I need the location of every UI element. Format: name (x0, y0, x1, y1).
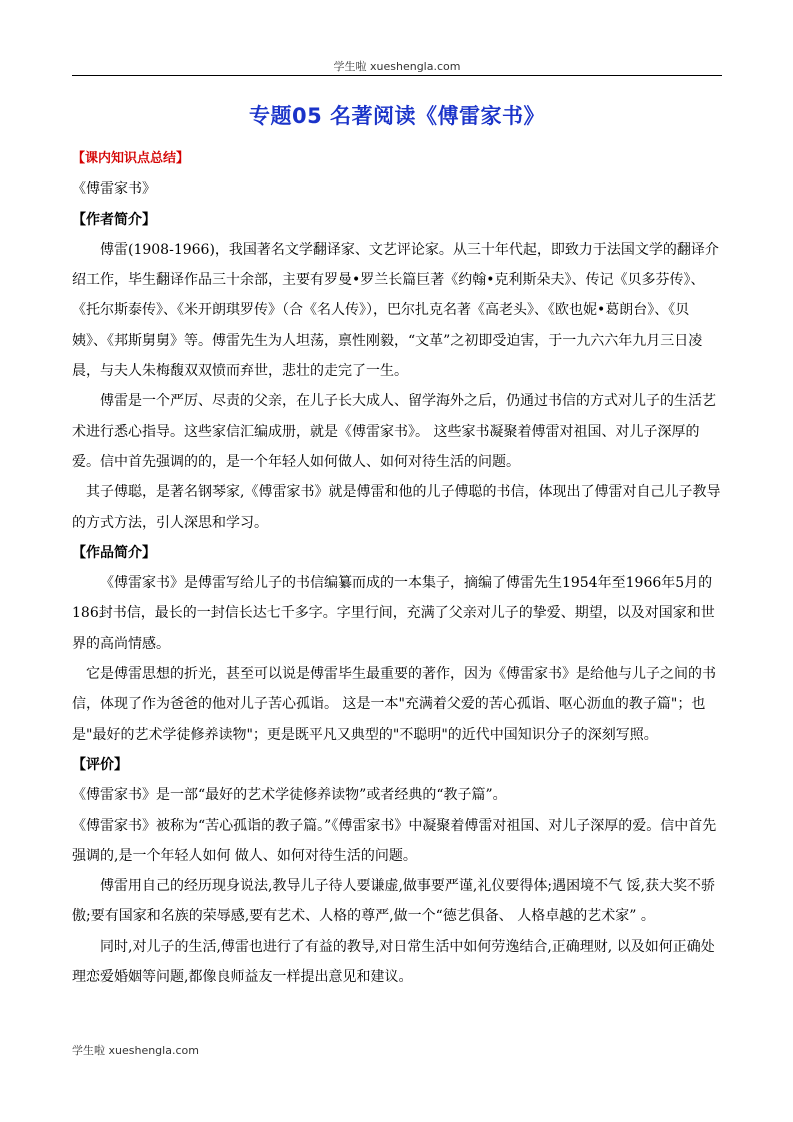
review-paragraph: 同时,对儿子的生活,傅雷也进行了有益的教导,对日常生活中如何劳逸结合,正确理财, 以及如何正确处理恋爱婚姻等问题,都像良师益友一样提出意见和建议。 (72, 938, 715, 986)
work-paragraph: 《傅雷家书》是傅雷写给儿子的书信编纂而成的一本集子，摘编了傅雷先生1954年至1966年5月的186封书信，最长的一封信长达七千多字。字里行间，充满了父亲对儿子的挚爱、期望，以及对国家和世界的高尚情感。 (72, 575, 715, 652)
author-paragraph: 傅雷(1908-1966)，我国著名文学翻译家、文艺评论家。从三十年代起，即致力于法国文学的翻译介绍工作，毕生翻译作品三十余部，主要有罗曼•罗兰长篇巨著《约翰•克利斯朵夫》、传记《贝多芬传》、《托尔斯泰传》、《米开朗琪罗传》（合《名人传》），巴尔扎克名著《高老头》、《欧也妮•葛朗台》、《贝姨》、《邦斯舅舅》等。傅雷先生为人坦荡，禀性刚毅，“文革”之初即受迫害，于一九六六年九月三日凌晨，与夫人朱梅馥双双愤而弃世，悲壮的走完了一生。 (72, 241, 719, 380)
document-body (72, 144, 722, 992)
summary-label: 【课内知识点总结】 (72, 151, 190, 166)
author-paragraph: 其子傅聪，是著名钢琴家,《傅雷家书》就是傅雷和他的儿子傅聪的书信，体现出了傅雷对自己儿子教导的方式方法，引人深思和学习。 (72, 484, 721, 531)
review-paragraph: 《傅雷家书》被称为“苦心孤诣的教子篇。”《傅雷家书》中凝聚着傅雷对祖国、对儿子深厚的爱。信中首先强调的,是一个年轻人如何 做人、如何对待生活的问题。 (72, 817, 717, 864)
review-heading: 【评价】 (72, 756, 128, 773)
page-footer: 学生啦 xueshengla.com (72, 1044, 199, 1057)
page-title: 专题05 名著阅读《傅雷家书》 (248, 104, 546, 128)
work-paragraph: 它是傅雷思想的折光，甚至可以说是傅雷毕生最重要的著作，因为《傅雷家书》是给他与儿子之间的书信，体现了作为爸爸的他对儿子苦心孤诣。 这是一本"充满着父爱的苦心孤诣、呕心沥血的教子篇"；也是"最好的艺术学徒修养读物"；更是既平凡又典型的"不聪明"的近代中国知识分子的深刻写照。 (72, 666, 716, 743)
book-name: 《傅雷家书》 (72, 181, 156, 198)
work-heading: 【作品简介】 (72, 544, 156, 561)
author-paragraph: 傅雷是一个严厉、尽责的父亲，在儿子长大成人、留学海外之后，仍通过书信的方式对儿子的生活艺术进行悉心指导。这些家信汇编成册，就是《傅雷家书》。 这些家书凝聚着傅雷对祖国、对儿子深厚的爱。信中首先强调的的，是一个年轻人如何做人、如何对待生活的问题。 (72, 393, 716, 470)
author-heading: 【作者简介】 (72, 211, 156, 228)
page-header: 学生啦 xueshengla.com (333, 60, 461, 73)
review-paragraph: 傅雷用自己的经历现身说法,教导儿子待人要谦虚,做事要严谨,礼仪要得体;遇困境不气 馁,获大奖不骄傲;要有国家和名族的荣辱感,要有艺术、人格的尊严,做一个“德艺俱备、 人格卓越的艺术家” 。 (72, 878, 715, 925)
header-divider (72, 75, 722, 76)
review-paragraph: 《傅雷家书》是一部“最好的艺术学徒修养读物”或者经典的“教子篇”。 (72, 787, 507, 804)
